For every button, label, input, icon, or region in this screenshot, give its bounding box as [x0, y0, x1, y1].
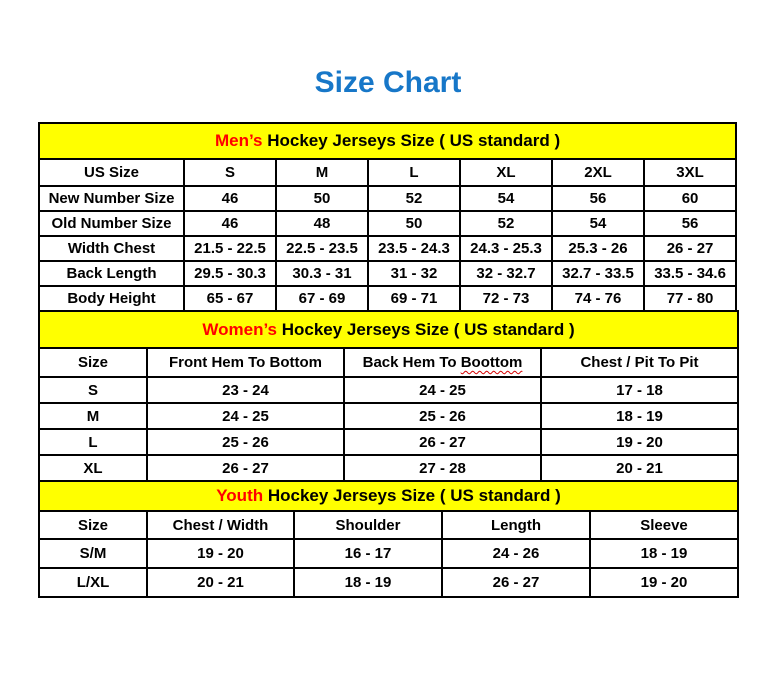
size-value-cell: 24.3 - 25.3	[460, 236, 552, 261]
table-row	[39, 211, 736, 236]
column-header: 3XL	[644, 159, 736, 186]
column-header-misspelled	[344, 348, 541, 377]
misspelled-header-prefix: Back Hem To	[362, 354, 461, 371]
size-value-cell: 30.3 - 31	[276, 261, 368, 286]
size-value-cell: 18 - 19	[590, 539, 738, 568]
size-value-cell: 50	[368, 211, 460, 236]
size-value-cell: 19 - 20	[590, 568, 738, 597]
table-row	[39, 429, 738, 455]
size-value-cell: 65 - 67	[184, 286, 276, 311]
table-row	[39, 186, 736, 211]
womens-header-row	[39, 348, 738, 377]
mens-header-row	[39, 159, 736, 186]
column-header: Shoulder	[294, 511, 442, 539]
youth-header-row	[39, 511, 738, 539]
size-value-cell: 26 - 27	[147, 455, 344, 481]
size-value-cell: 18 - 19	[294, 568, 442, 597]
womens-banner-highlight: Women’s	[202, 319, 277, 339]
youth-banner	[39, 481, 738, 511]
size-value-cell: 46	[184, 186, 276, 211]
size-value-cell: 72 - 73	[460, 286, 552, 311]
size-value-cell: 60	[644, 186, 736, 211]
size-value-cell: 74 - 76	[552, 286, 644, 311]
size-value-cell: 27 - 28	[344, 455, 541, 481]
size-value-cell: 23.5 - 24.3	[368, 236, 460, 261]
row-header-cell: S/M	[39, 539, 147, 568]
size-value-cell: 20 - 21	[541, 455, 738, 481]
size-value-cell: 50	[276, 186, 368, 211]
size-value-cell: 52	[368, 186, 460, 211]
size-value-cell: 67 - 69	[276, 286, 368, 311]
column-header: Size	[39, 348, 147, 377]
size-value-cell: 54	[460, 186, 552, 211]
size-value-cell: 16 - 17	[294, 539, 442, 568]
youth-banner-row	[39, 481, 738, 511]
row-header-cell: Width Chest	[39, 236, 184, 261]
row-header-cell: Back Length	[39, 261, 184, 286]
womens-size-table	[38, 310, 739, 482]
size-value-cell: 32 - 32.7	[460, 261, 552, 286]
size-value-cell: 24 - 25	[344, 377, 541, 403]
table-row	[39, 568, 738, 597]
size-value-cell: 52	[460, 211, 552, 236]
column-header: S	[184, 159, 276, 186]
column-header: Length	[442, 511, 590, 539]
column-header: Sleeve	[590, 511, 738, 539]
mens-banner-row	[39, 123, 736, 159]
size-value-cell: 77 - 80	[644, 286, 736, 311]
misspelled-word: Boottom	[460, 354, 523, 371]
size-value-cell: 26 - 27	[344, 429, 541, 455]
table-row	[39, 455, 738, 481]
size-value-cell: 31 - 32	[368, 261, 460, 286]
column-header: Chest / Width	[147, 511, 294, 539]
column-header: Chest / Pit To Pit	[541, 348, 738, 377]
youth-banner-text: Hockey Jerseys Size ( US standard )	[263, 486, 561, 505]
mens-banner	[39, 123, 736, 159]
mens-size-table	[38, 122, 737, 312]
column-header: 2XL	[552, 159, 644, 186]
column-header: Front Hem To Bottom	[147, 348, 344, 377]
size-value-cell: 20 - 21	[147, 568, 294, 597]
row-header-cell: S	[39, 377, 147, 403]
page-title: Size Chart	[314, 66, 462, 99]
column-header: US Size	[39, 159, 184, 186]
size-value-cell: 24 - 25	[147, 403, 344, 429]
size-value-cell: 25 - 26	[344, 403, 541, 429]
mens-table-body	[39, 186, 736, 311]
size-value-cell: 29.5 - 30.3	[184, 261, 276, 286]
row-header-cell: Body Height	[39, 286, 184, 311]
table-row	[39, 377, 738, 403]
size-value-cell: 17 - 18	[541, 377, 738, 403]
size-value-cell: 48	[276, 211, 368, 236]
youth-size-table	[38, 480, 739, 598]
womens-table-body	[39, 377, 738, 481]
womens-banner-row	[39, 311, 738, 348]
size-value-cell: 24 - 26	[442, 539, 590, 568]
size-value-cell: 69 - 71	[368, 286, 460, 311]
column-header: L	[368, 159, 460, 186]
size-value-cell: 32.7 - 33.5	[552, 261, 644, 286]
size-value-cell: 19 - 20	[541, 429, 738, 455]
size-value-cell: 25 - 26	[147, 429, 344, 455]
size-value-cell: 21.5 - 22.5	[184, 236, 276, 261]
womens-banner-text: Hockey Jerseys Size ( US standard )	[277, 319, 575, 339]
row-header-cell: XL	[39, 455, 147, 481]
table-row	[39, 261, 736, 286]
table-row	[39, 403, 738, 429]
size-value-cell: 25.3 - 26	[552, 236, 644, 261]
table-row	[39, 539, 738, 568]
youth-table-body	[39, 539, 738, 597]
size-value-cell: 26 - 27	[442, 568, 590, 597]
womens-banner	[39, 311, 738, 348]
mens-banner-highlight: Men’s	[214, 131, 263, 150]
table-row	[39, 236, 736, 261]
size-value-cell: 56	[552, 186, 644, 211]
row-header-cell: L	[39, 429, 147, 455]
column-header: M	[276, 159, 368, 186]
size-value-cell: 19 - 20	[147, 539, 294, 568]
size-tables-container	[38, 122, 737, 598]
size-value-cell: 56	[644, 211, 736, 236]
row-header-cell: M	[39, 403, 147, 429]
size-value-cell: 46	[184, 211, 276, 236]
size-value-cell: 33.5 - 34.6	[644, 261, 736, 286]
column-header: Size	[39, 511, 147, 539]
mens-banner-text: Hockey Jerseys Size ( US standard )	[262, 131, 561, 150]
size-value-cell: 23 - 24	[147, 377, 344, 403]
row-header-cell: New Number Size	[39, 186, 184, 211]
size-value-cell: 54	[552, 211, 644, 236]
table-row	[39, 286, 736, 311]
size-value-cell: 26 - 27	[644, 236, 736, 261]
size-value-cell: 22.5 - 23.5	[276, 236, 368, 261]
column-header: XL	[460, 159, 552, 186]
row-header-cell: L/XL	[39, 568, 147, 597]
size-value-cell: 18 - 19	[541, 403, 738, 429]
youth-banner-highlight: Youth	[216, 486, 264, 505]
row-header-cell: Old Number Size	[39, 211, 184, 236]
